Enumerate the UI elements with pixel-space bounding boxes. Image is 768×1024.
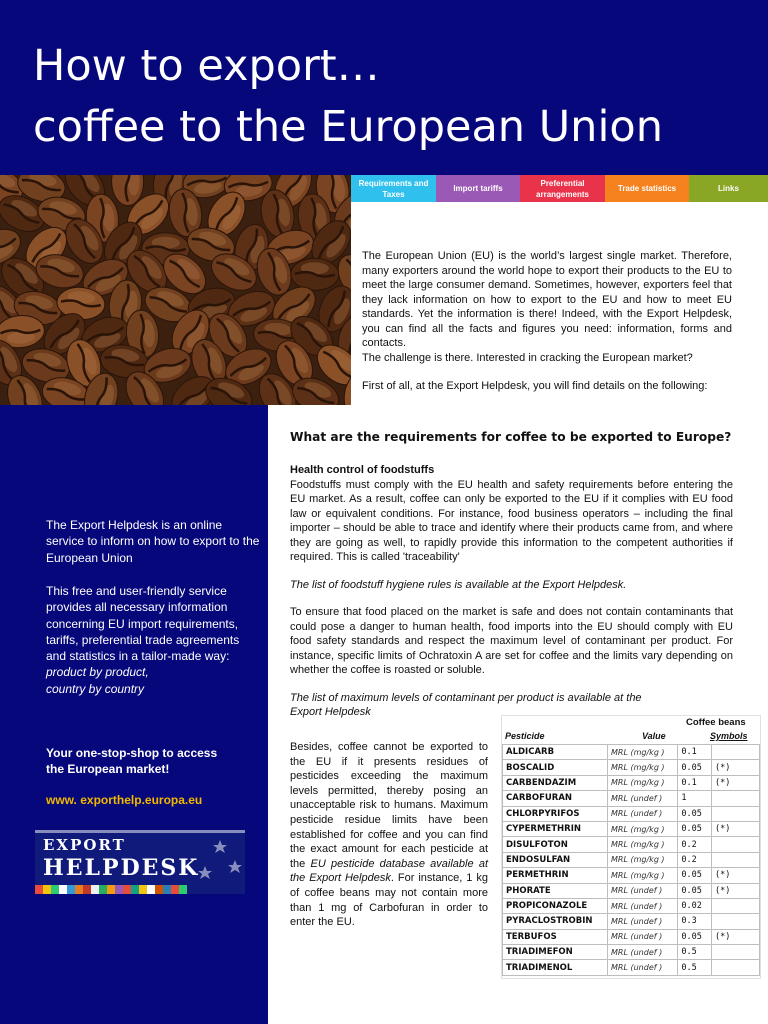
health-heading: Health control of foodstuffs (290, 464, 435, 476)
pesticide-symbol (712, 945, 760, 960)
tab-label: Requirements and Taxes (358, 178, 429, 199)
pesticide-value: 0.5 (678, 960, 712, 975)
pesticide-symbol (712, 898, 760, 913)
pesticide-value: 0.05 (678, 929, 712, 944)
table-row (503, 775, 760, 790)
pesticide-unit: MRL (undef ) (608, 791, 678, 806)
table-row (503, 883, 760, 898)
sidebar-tagline (46, 745, 261, 778)
sidebar-intro (46, 517, 261, 566)
pesticide-text-a: Besides, coffee cannot be exported to the EU if it presents residues of pesticides exceeding the maximum levels permitted, thereby posing an unacceptable risk to humans. Maximum pesticide residue limits have been established for coffee and you can find the exact amount for each pesticide at the (290, 741, 488, 870)
table-row (503, 806, 760, 821)
table-row (503, 852, 760, 867)
pesticide-unit: MRL (mg/kg ) (608, 868, 678, 883)
sidebar-service (46, 583, 261, 697)
logo-text-helpdesk: HELPDESK (43, 855, 200, 881)
table-row (503, 791, 760, 806)
pesticide-unit: MRL (undef ) (608, 945, 678, 960)
pesticide-name: ALDICARB (503, 745, 608, 760)
pesticide-table-box (501, 715, 761, 979)
pesticide-value: 1 (678, 791, 712, 806)
pesticide-name: PHORATE (503, 883, 608, 898)
pesticide-unit: MRL (mg/kg ) (608, 775, 678, 790)
pesticide-symbol (712, 914, 760, 929)
pesticide-unit: MRL (mg/kg ) (608, 745, 678, 760)
pesticide-symbol: (*) (712, 883, 760, 898)
tab-links[interactable] (689, 175, 768, 202)
pesticide-symbol: (*) (712, 760, 760, 775)
coffee-bean (291, 258, 340, 291)
contaminant-text: To ensure that food placed on the market is safe and does not contain contaminants that could pose a danger to human health, food imports into the EU should comply with EU food safety standards and respect the maximum level of contaminant per product. For instance, specific limits of Ochratoxin A are set for coffee and the limits vary depending on whether the coffee is roasted or soluble. (290, 606, 733, 676)
pesticide-symbol: (*) (712, 775, 760, 790)
pesticide-symbol: (*) (712, 821, 760, 836)
contaminant-note-line1: The list of maximum levels of contaminant per product is available at the (290, 691, 642, 704)
table-row (503, 868, 760, 883)
pesticide-symbol (712, 806, 760, 821)
pesticide-name: ENDOSULFAN (503, 852, 608, 867)
pesticide-symbol (712, 837, 760, 852)
pesticide-table (502, 744, 760, 976)
table-row (503, 821, 760, 836)
pesticide-symbol (712, 852, 760, 867)
sidebar-product-by-product: product by product, (46, 665, 149, 680)
col-header-symbols: Symbols (710, 731, 748, 741)
pesticide-name: PYRACLOSTROBIN (503, 914, 608, 929)
coffee-beans-image (0, 175, 351, 405)
page-title-line2: coffee to the European Union (33, 102, 663, 152)
tab-import-tariffs[interactable] (436, 175, 520, 202)
contaminant-note-line2: Export Helpdesk (290, 706, 371, 718)
pesticide-value: 0.02 (678, 898, 712, 913)
intro-details: First of all, at the Export Helpdesk, you will find details on the following: (362, 380, 708, 392)
health-text: Foodstuffs must comply with the EU health and safety requirements before entering the EU market. As a result, coffee can only be exported to the EU if it complies with EU food law or equivalent conditions. For instance, food business operators – including the final importer – should be able to trace and identify where their products came from, and where they are going as well, to rapidly provide this information to the competent authorities if required. This is called 'traceability' (290, 478, 733, 563)
table-row (503, 837, 760, 852)
pesticide-name: TRIADIMEFON (503, 945, 608, 960)
sidebar-tagline-line2: the European market! (46, 762, 170, 777)
pesticide-name: BOSCALID (503, 760, 608, 775)
pesticide-symbol: (*) (712, 868, 760, 883)
pesticide-name: PERMETHRIN (503, 868, 608, 883)
table-row (503, 929, 760, 944)
table-group-header: Coffee beans (686, 717, 746, 728)
pesticide-name: TRIADIMENOL (503, 960, 608, 975)
intro-text (362, 249, 732, 394)
pesticide-value: 0.05 (678, 806, 712, 821)
pesticide-name: DISULFOTON (503, 837, 608, 852)
pesticide-name: CHLORPYRIFOS (503, 806, 608, 821)
pesticide-name: CYPERMETHRIN (503, 821, 608, 836)
table-row (503, 960, 760, 975)
pesticide-text (290, 740, 488, 930)
intro-paragraph: The European Union (EU) is the world’s largest single market. Therefore, many exporters around the world hope to export their products to the EU to meet the large consumer demand. Sometimes, however, exporters feel that they lack information on how to export to the EU and how to meet EU standards. Yet the information is there! Indeed, with the Export Helpdesk, you can find all the facts and figures you need: information, forms and contacts. (362, 250, 732, 349)
sidebar-country-by-country: country by country (46, 681, 145, 696)
pesticide-value: 0.5 (678, 945, 712, 960)
tab-label: Preferential arrangements (536, 178, 589, 199)
pesticide-unit: MRL (mg/kg ) (608, 837, 678, 852)
pesticide-symbol: (*) (712, 929, 760, 944)
pesticide-unit: MRL (mg/kg ) (608, 852, 678, 867)
tab-label: Links (718, 184, 739, 193)
tab-preferential-arrangements[interactable] (520, 175, 605, 202)
table-row (503, 898, 760, 913)
pesticide-unit: MRL (undef ) (608, 898, 678, 913)
pesticide-value: 0.1 (678, 745, 712, 760)
sidebar-tagline-line1: Your one-stop-shop to access (46, 746, 218, 760)
sidebar-service-text: This free and user-friendly service provides all necessary information concerning EU import requirements, tariffs, preferential trade agreements and statistics in a tailor-made way: (46, 584, 240, 664)
table-row (503, 745, 760, 760)
pesticide-value: 0.05 (678, 760, 712, 775)
sidebar-panel (0, 405, 268, 1024)
pesticide-unit: MRL (mg/kg ) (608, 821, 678, 836)
section-title: What are the requirements for coffee to be exported to Europe? (290, 430, 732, 444)
pesticide-text-b: . For instance, 1 kg of coffee beans may not contain more than 1 mg of Carbofuran in order to enter the EU. (290, 872, 488, 929)
pesticide-value: 0.1 (678, 775, 712, 790)
tab-trade-statistics[interactable] (605, 175, 689, 202)
pesticide-value: 0.05 (678, 868, 712, 883)
logo-text-export: EXPORT (43, 836, 126, 854)
pesticide-name: TERBUFOS (503, 929, 608, 944)
pesticide-name: CARBENDAZIM (503, 775, 608, 790)
pesticide-paragraph (290, 740, 488, 930)
pesticide-database-link: EU pesticide database available at the Export Helpdesk (290, 857, 488, 885)
pesticide-unit: MRL (undef ) (608, 929, 678, 944)
export-helpdesk-logo (35, 830, 245, 894)
pesticide-name: CARBOFURAN (503, 791, 608, 806)
pesticide-value: 0.2 (678, 852, 712, 867)
sidebar-url-link[interactable] (46, 792, 261, 808)
col-header-pesticide: Pesticide (505, 731, 545, 741)
pesticide-value: 0.2 (678, 837, 712, 852)
table-row (503, 914, 760, 929)
intro-challenge: The challenge is there. Interested in cracking the European market? (362, 351, 693, 364)
requirements-body (290, 463, 733, 720)
pesticide-unit: MRL (undef ) (608, 914, 678, 929)
pesticide-symbol (712, 745, 760, 760)
pesticide-unit: MRL (undef ) (608, 960, 678, 975)
pesticide-symbol (712, 791, 760, 806)
pesticide-value: 0.05 (678, 821, 712, 836)
hygiene-note: The list of foodstuff hygiene rules is available at the Export Helpdesk. (290, 578, 627, 591)
table-row (503, 945, 760, 960)
table-row (503, 760, 760, 775)
pesticide-name: PROPICONAZOLE (503, 898, 608, 913)
pesticide-value: 0.3 (678, 914, 712, 929)
tab-label: Trade statistics (617, 184, 677, 193)
sidebar-url[interactable]: www. exporthelp.europa.eu (46, 793, 203, 807)
tab-requirements-and-taxes[interactable] (351, 175, 436, 202)
page-title-line1: How to export… (33, 41, 380, 91)
pesticide-unit: MRL (mg/kg ) (608, 760, 678, 775)
pesticide-value: 0.05 (678, 883, 712, 898)
pesticide-symbol (712, 960, 760, 975)
pesticide-unit: MRL (undef ) (608, 806, 678, 821)
nav-tabs (351, 175, 768, 202)
header-banner (0, 0, 768, 175)
tab-label: Import tariffs (453, 184, 503, 193)
pesticide-unit: MRL (undef ) (608, 883, 678, 898)
sidebar-intro-text: The Export Helpdesk is an online service to inform on how to export to the European Union (46, 518, 260, 565)
col-header-value: Value (642, 731, 666, 741)
